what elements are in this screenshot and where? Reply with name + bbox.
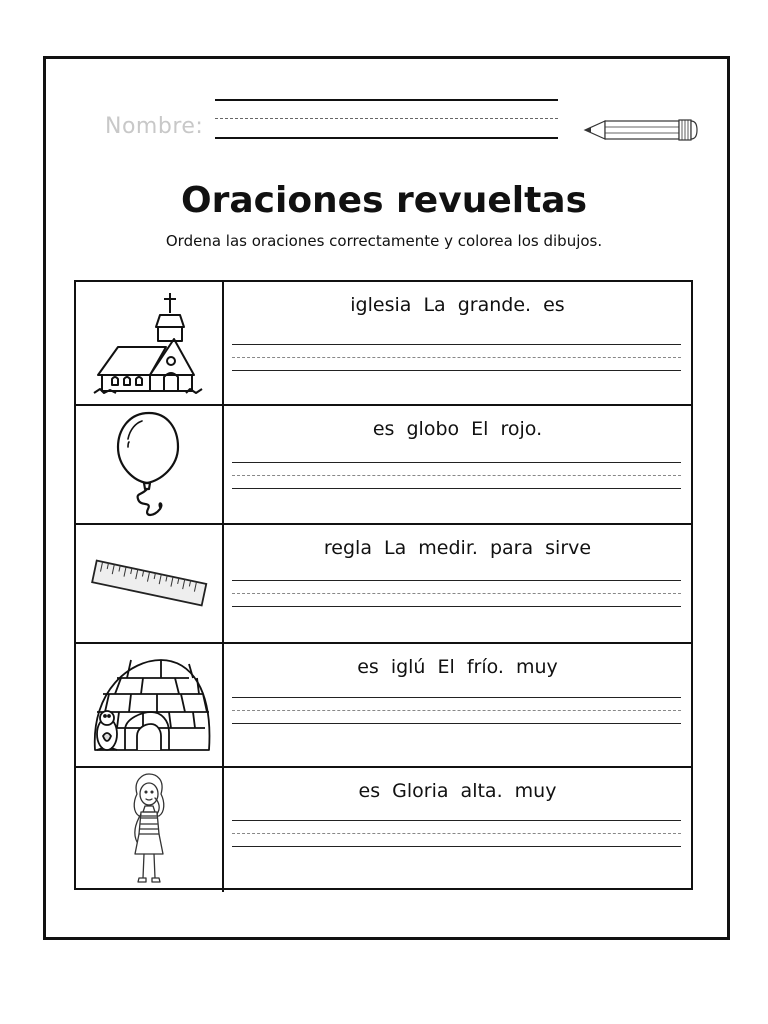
name-label: Nombre: [105,114,204,139]
sentence-cell [224,644,691,766]
balloon-icon [114,409,184,521]
image-cell [76,525,224,642]
scrambled-sentence: es globo El rojo. [372,418,543,440]
image-cell [76,282,224,404]
sentence-cell [224,282,691,404]
exercise-table [74,280,693,890]
igloo-icon [81,650,217,760]
girl-icon [119,772,179,888]
sentence-cell [224,525,691,642]
sentence-cell [224,406,691,523]
church-icon [90,289,208,397]
instructions: Ordena las oraciones correctamente y colorea los dibujos. [165,232,603,250]
exercise-row [76,525,691,644]
sentence-cell [224,768,691,892]
exercise-row [76,768,691,892]
pencil-icon [583,115,699,145]
scrambled-sentence: es Gloria alta. muy [358,780,557,802]
scrambled-sentence: regla La medir. para sirve [323,537,592,559]
scrambled-sentence: iglesia La grande. es [350,294,565,316]
image-cell [76,768,224,892]
image-cell [76,406,224,523]
exercise-row [76,406,691,525]
image-cell [76,644,224,766]
exercise-row [76,282,691,406]
scrambled-sentence: es iglú El frío. muy [357,656,558,678]
ruler-icon [87,552,211,616]
exercise-row [76,644,691,768]
page-title: Oraciones revueltas [180,180,588,221]
